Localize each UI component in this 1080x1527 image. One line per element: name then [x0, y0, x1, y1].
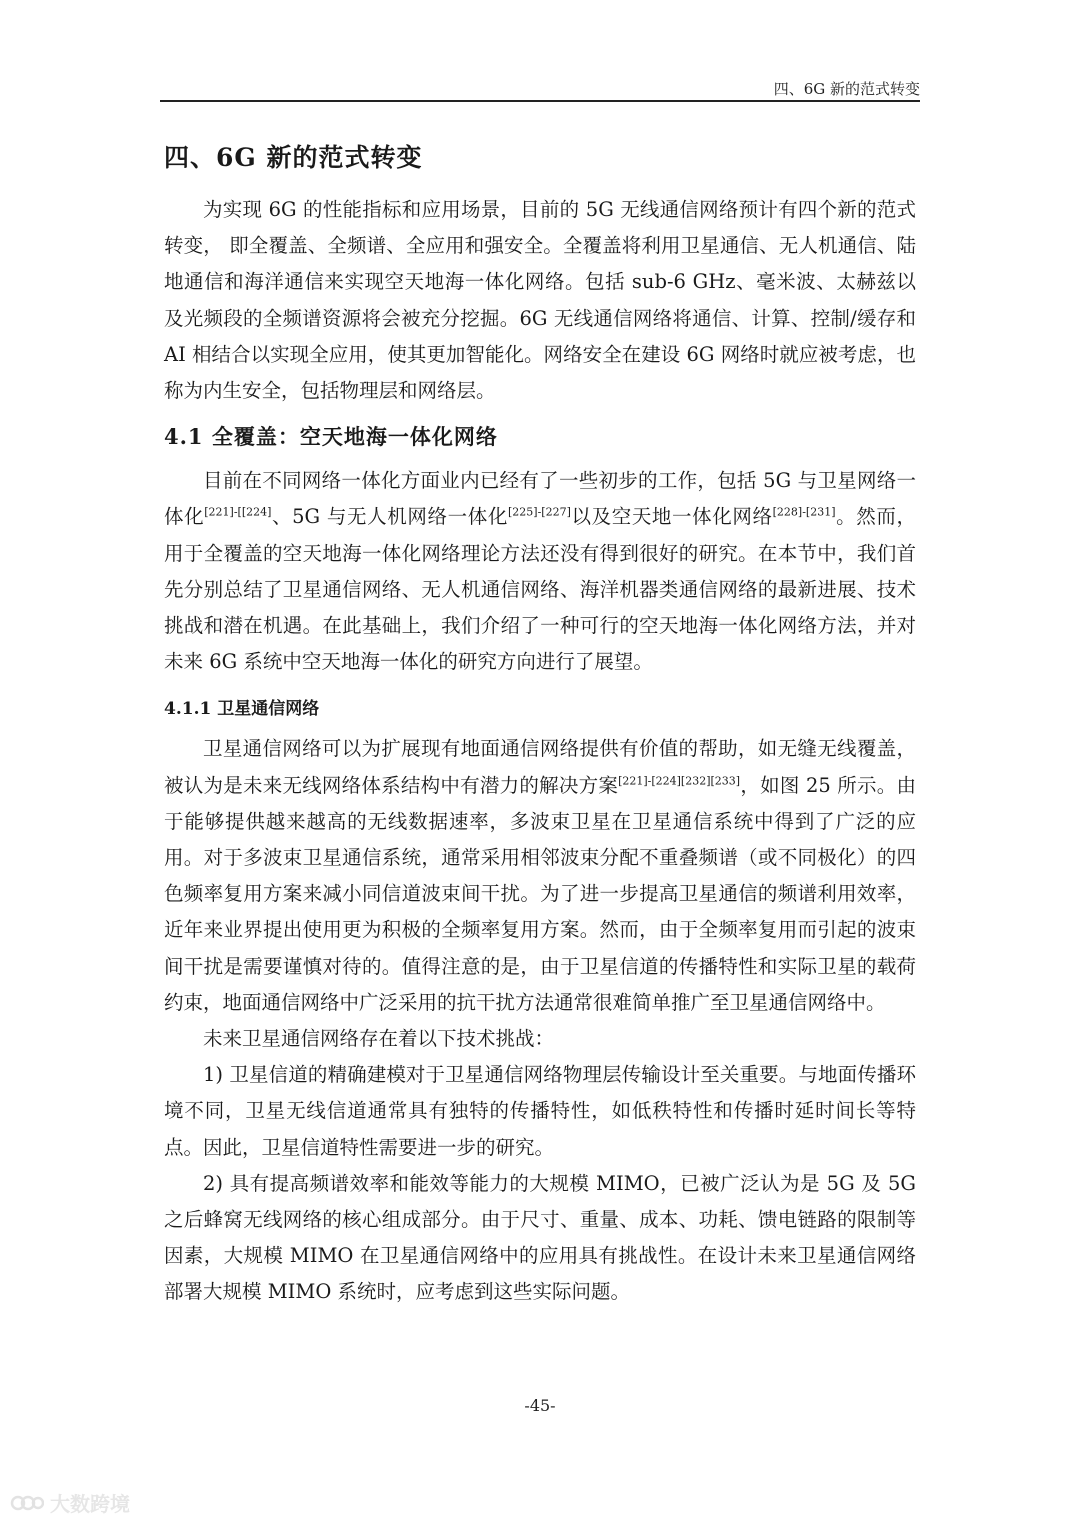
challenge-item-1: 1) 卫星信道的精确建模对于卫星通信网络物理层传输设计至关重要。与地面传播环境不同，卫星无线信道通常具有独特的传播特性，如低秩特性和传播时延时间长等特点。因此，卫星信道特性需要进一步的研究。	[164, 1063, 916, 1159]
citation: [221]-[[224]	[204, 505, 272, 519]
chapter-intro-paragraph: 为实现 6G 的性能指标和应用场景，目前的 5G 无线通信网络预计有四个新的范式转变， 即全覆盖、全频谱、全应用和强安全。全覆盖将利用卫星通信、无人机通信、陆地通信和海洋通信来实现空天地海一体化网络。包括 sub-6 GHz、毫米波、太赫兹以及光频段的全频谱资源将会被充分挖掘。6G 无线通信网络将通信、计算、控制/缓存和 AI 相结合以实现全应用，使其更加智能化。网络安全在建设 6G 网络时就应被考虑，也称为内生安全，包括物理层和网络层。	[164, 198, 916, 403]
section-title-4-1: 4.1 全覆盖：空天地海一体化网络	[164, 424, 498, 450]
subsection-title-4-1-1: 4.1.1 卫星通信网络	[164, 699, 320, 720]
chapter-title: 四、6G 新的范式转变	[164, 143, 423, 172]
citation: [221]-[224][232][233]	[618, 774, 741, 788]
section-4-1-paragraph	[164, 463, 916, 680]
text-run: ，如图 25 所示。由于能够提供越来越高的无线数据速率，多波束卫星在卫星通信系统中得到了广泛的应用。对于多波束卫星通信系统，通常采用相邻波束分配不重叠频谱（或不同极化）的四色频率复用方案来减小同信道波束间干扰。为了进一步提高卫星通信的频谱利用效率，近年来业界提出使用更为积极的全频率复用方案。然而，由于全频率复用而引起的波束间干扰是需要谨慎对待的。值得注意的是，由于卫星信道的传播特性和实际卫星的载荷约束，地面通信网络中广泛采用的抗干扰方法通常很难简单推广至卫星通信网络中。	[164, 773, 916, 1014]
header-rule	[160, 100, 920, 102]
text-run: 以及空天地一体化网络	[570, 505, 773, 529]
challenge-item-2: 2) 具有提高频谱效率和能效等能力的大规模 MIMO，已被广泛认为是 5G 及 5G 之后蜂窝无线网络的核心组成部分。由于尺寸、重量、成本、功耗、馈电链路的限制等因素，大规模 MIMO 在卫星通信网络中的应用具有挑战性。在设计未来卫星通信网络部署大规模 MIMO 系统时，应考虑到这些实际问题。	[164, 1171, 916, 1304]
citation: [225]-[227]	[507, 505, 571, 519]
subsection-paragraph-2: 未来卫星通信网络存在着以下技术挑战：	[203, 1027, 555, 1051]
brand-logo-icon	[10, 1491, 44, 1515]
watermark	[10, 1488, 130, 1517]
text-run: 目前在不同网络一体化方面业内已经有了一些初步的工作，包括 5G 与卫星网络一体化	[164, 469, 916, 529]
page-number: -45-	[524, 1396, 556, 1415]
citation: [228]-[231]	[772, 505, 836, 519]
running-header: 四、6G 新的范式转变	[773, 80, 920, 98]
subsection-paragraph-1	[164, 731, 916, 1021]
watermark-text: 大数跨境	[50, 1492, 130, 1516]
text-run: 。然而，用于全覆盖的空天地海一体化网络理论方法还没有得到很好的研究。在本节中，我们首先分别总结了卫星通信网络、无人机通信网络、海洋机器类通信网络的最新进展、技术挑战和潜在机遇。在此基础上，我们介绍了一种可行的空天地海一体化网络方法，并对未来 6G 系统中空天地海一体化的研究方向进行了展望。	[164, 505, 916, 674]
page-body	[164, 138, 916, 1311]
text-run: 卫星通信网络可以为扩展现有地面通信网络提供有价值的帮助，如无缝无线覆盖，被认为是未来无线网络体系结构中有潜力的解决方案	[164, 737, 916, 797]
text-run: 、5G 与无人机网络一体化	[271, 505, 508, 529]
